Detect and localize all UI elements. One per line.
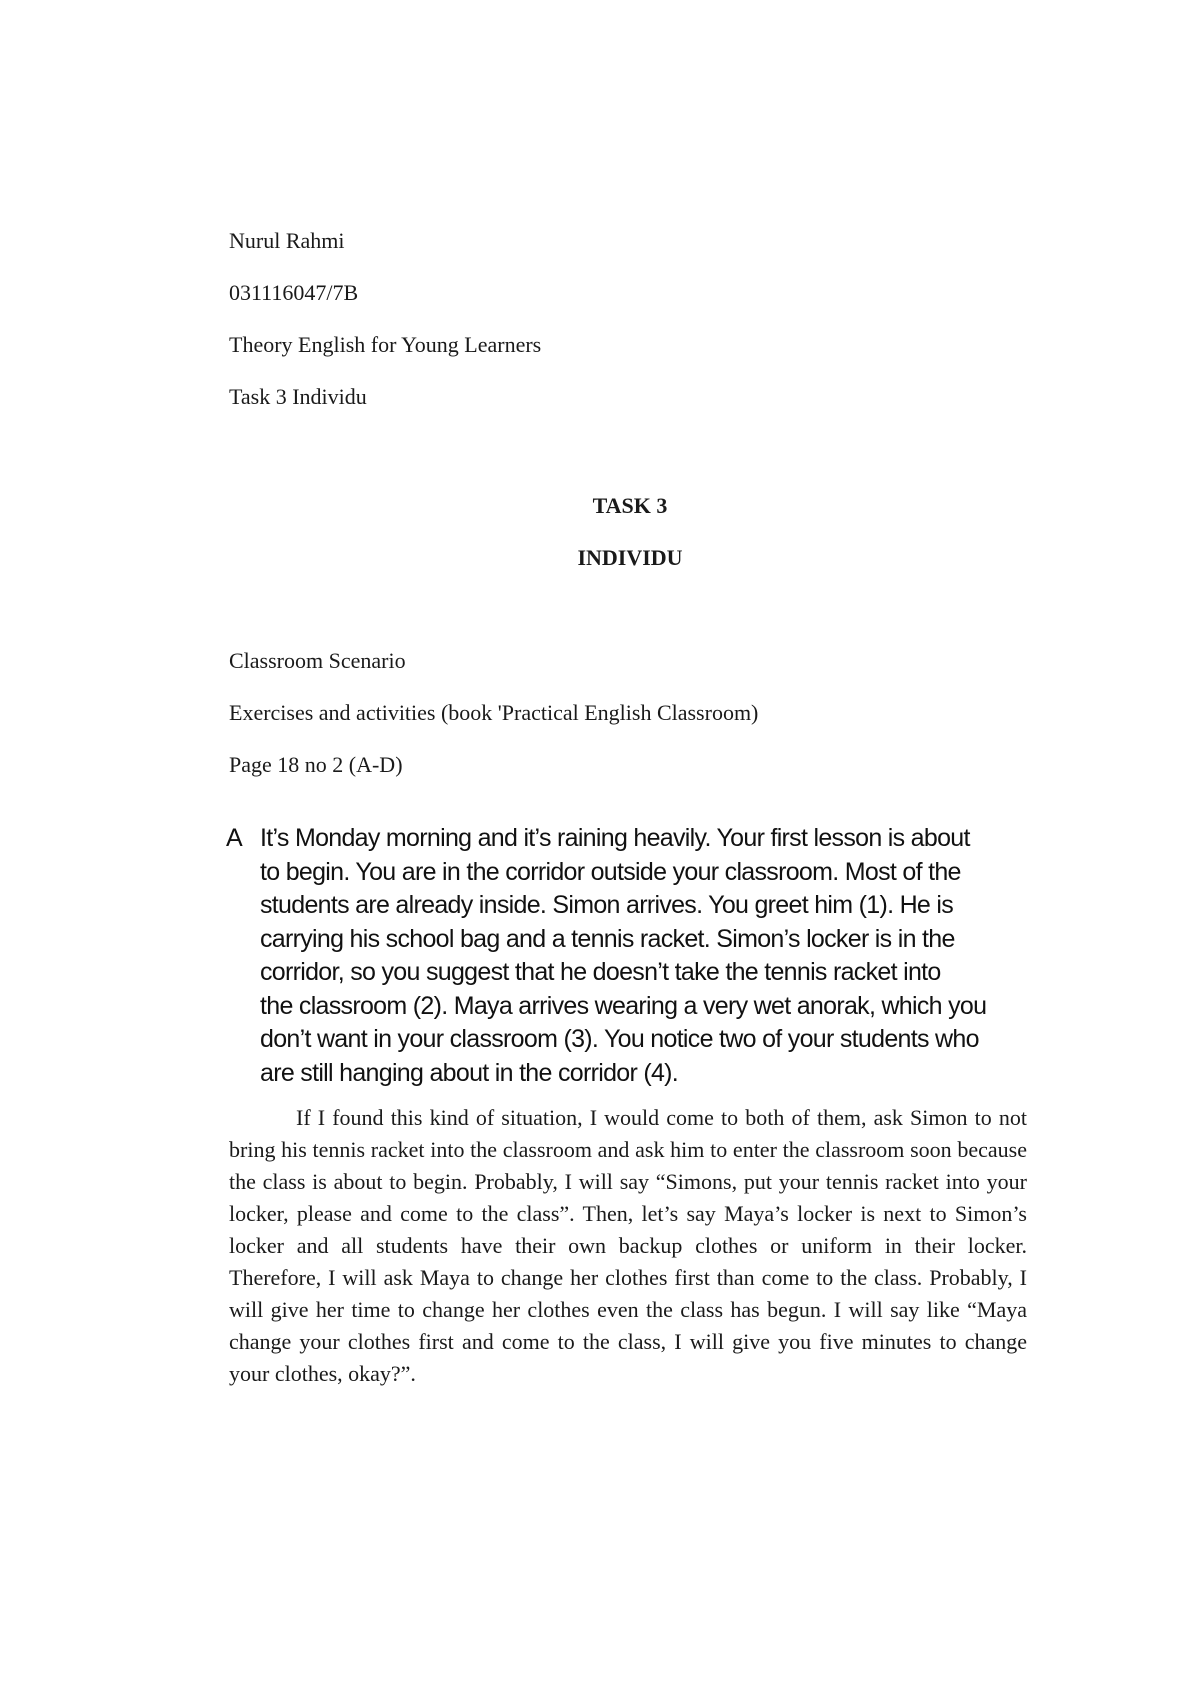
student-name: Nurul Rahmi (229, 228, 345, 253)
excerpt-line: the classroom (2). Maya arrives wearing a very wet anorak, which you (260, 991, 987, 1020)
excerpt-line: don’t want in your classroom (3). You notice two of your students who (260, 1025, 979, 1053)
scenario-info (229, 648, 758, 804)
answer-section (229, 1102, 1027, 1390)
excerpt-line: to begin. You are in the corridor outside your classroom. Most of the (260, 857, 961, 886)
scenario-heading: Classroom Scenario (229, 648, 406, 673)
document-subtitle: INDIVIDU (577, 545, 683, 570)
excerpt-text (260, 822, 1036, 1090)
course-name: Theory English for Young Learners (229, 332, 542, 357)
excerpt-line: are still hanging about in the corridor (4). (260, 1058, 679, 1087)
answer-paragraph: If I found this kind of situation, I would come to both of them, ask Simon to not bring his tennis racket into the classroom and ask him to enter the classroom soon because the class is about to begin. Probably, I will say “Simons, put your tennis racket into your locker, please and come to the class”. Then, let’s say Maya’s locker is next to Simon’s locker and all students have their own backup clothes or uniform in their locker. Therefore, I will ask Maya to change her clothes first than come to the class. Probably, I will give her time to change her clothes even the class has begun. I will say like “Maya change your clothes first and come to the class, I will give you five minutes to change your clothes, okay?”. (229, 1105, 1027, 1386)
assignment-name: Task 3 Individu (229, 384, 367, 409)
student-id: 031116047/7B (229, 280, 359, 305)
excerpt-letter: A (226, 824, 242, 852)
book-excerpt (226, 822, 1036, 1090)
scenario-reference: Page 18 no 2 (A-D) (229, 752, 403, 777)
excerpt-line: corridor, so you suggest that he doesn’t take the tennis racket into (260, 958, 941, 986)
excerpt-line: carrying his school bag and a tennis racket. Simon’s locker is in the (260, 924, 955, 953)
student-header (229, 228, 541, 436)
excerpt-line: It’s Monday morning and it’s raining heavily. Your first lesson is about (260, 824, 970, 852)
scenario-source: Exercises and activities (book 'Practical English Classroom) (229, 700, 759, 725)
document-title: TASK 3 (592, 493, 668, 518)
excerpt-line: students are already inside. Simon arrives. You greet him (1). He is (260, 891, 954, 919)
